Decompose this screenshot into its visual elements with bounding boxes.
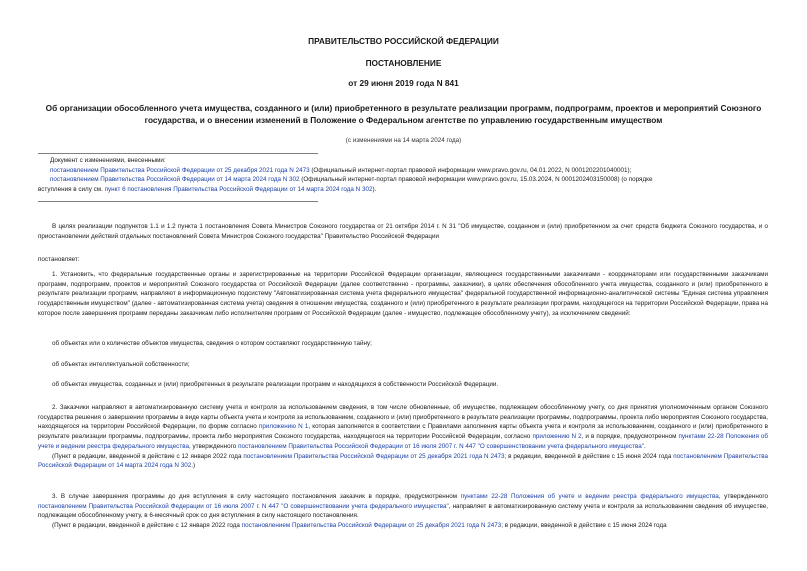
amendment-ref-2-source: (Официальный интернет-портал правовой информации www.pravo.gov.ru, 15.03.2024, N 0001202403150008) (о порядке — [299, 176, 653, 184]
amendment-ref-1 — [38, 166, 768, 176]
link-decree-2473[interactable]: постановлением Правительства Российской Федерации от 25 декабря 2021 года N 2473 — [243, 452, 505, 460]
amendment-link-point6[interactable]: пункт 6 постановления Правительства Российской Федерации от 14 марта 2024 года N 302 — [104, 186, 373, 194]
p2-note-b: ; в редакции, введенной в действие с 15 июня 2024 года — [504, 452, 674, 460]
amendment-ref-1-source: (Официальный интернет-портал правовой информации www.pravo.gov.ru, 04.01.2022, N 0001202201040001); — [309, 166, 632, 174]
paragraph-2 — [38, 403, 768, 471]
amendments-intro: Документ с изменениями, внесенными: — [50, 157, 166, 164]
exception-1 — [38, 339, 768, 349]
changes-note: (с изменениями на 14 марта 2024 года) — [345, 137, 462, 144]
link-appendix-1[interactable]: приложению N 1 — [258, 423, 309, 431]
link-appendix-2[interactable]: приложению N 2 — [532, 433, 582, 441]
p2-text-b: , которая заполняется в соответствии с Правилами заполнения карты объекта учета и контроля за использованием, созданного и (или) приобретенного в результате реализации программы, подпрограммы, проекта либо мероприятия Союзного государства, находящегося на территории Российской Федерации, согласно — [38, 423, 768, 441]
amendment-ref-2-pre: вступления в силу см. — [38, 186, 105, 194]
government-heading: ПРАВИТЕЛЬСТВО РОССИЙСКОЙ ФЕДЕРАЦИИ — [308, 36, 499, 46]
exception-3 — [38, 380, 768, 390]
p2-text-a: 2. Заказчики направляют в автоматизированную систему учета и контроля за использованием сведения, в том числе обновленные, об имуществе, подлежащем обособленному учету, со дня принятия уполномоченным органом Союзного государства решения о завершении программы в виде карты объекта учета и контроля за использованием, созданного и (или) приобретенного в результате реализации программы, подпрограммы, проекта либо мероприятия Союзного государства, находящегося на территории Российской Федерации, по форме согласно — [38, 404, 768, 431]
link-decree-447-p3[interactable]: постановлением Правительства Российской Федерации от 16 июля 2007 г. N 447 "О совершенствовании учета федерального имущества" — [38, 502, 449, 510]
paragraph-3-note — [38, 521, 768, 531]
paragraph-1 — [38, 270, 768, 319]
p2-text-d: , утвержденного — [188, 442, 239, 450]
p3-text-a: 3. В случае завершения программы до дня вступления в силу настоящего постановления заказчик в порядке, предусмотренном — [52, 493, 461, 500]
amendment-ref-2-post: ). — [372, 186, 377, 194]
divider-bottom — [38, 201, 318, 202]
divider-top — [38, 153, 318, 154]
paragraph-2-note — [38, 452, 768, 471]
exception-2-text: об объектах интеллектуальной собственности; — [52, 361, 190, 368]
paragraph-2-text — [38, 403, 768, 452]
p2-note-c: .) — [191, 462, 196, 470]
paragraph-1-text: 1. Установить, что федеральные государственные органы и зарегистрированные на территории Российской Федерации организации, являющиеся государственными заказчиками - координаторами или государственными заказчиками программ, подпрограмм, проектов и мероприятий Союзного государства от Российской Федерации (далее соответственно - программы, заказчики), в целях обеспечения обособленного учета имущества, созданного и (или) приобретенного в результате реализации программ, направляют в информационную подсистему "Автоматизированная система учета федерального имущества" федеральной государственной информационно-аналитической системы "Единая система управления государственным имуществом" (далее - автоматизированная система учета) сведения в отношении имущества, созданного и (или) приобретенного в результате реализации программ, находящегося на территории Российской Федерации, права на которое после завершения программ переданы заказчикам либо исполнителям программ от Российской Федерации (далее - имущество, подлежащее обособленному учету), за исключением сведений: — [38, 271, 768, 317]
link-points-22-28[interactable]: пунктами 22-28 Положения об учете и ведении реестра федерального имущества — [38, 433, 768, 450]
amendments-block — [38, 156, 768, 195]
document-title: Об организации обособленного учета имущества, созданного и (или) приобретенного в результате реализации программ, подпрограмм, проектов и мероприятий Союзного государства, и о внесении изменений в Положение о Федеральном агентстве по управлению государственным имуществом — [45, 103, 762, 125]
paragraph-3-text — [38, 492, 768, 521]
amendment-link-2021[interactable]: постановлением Правительства Российской Федерации от 25 декабря 2021 года N 2473 — [50, 166, 310, 174]
link-decree-2473-p3[interactable]: постановлением Правительства Российской Федерации от 25 декабря 2021 года N 2473 — [241, 522, 502, 530]
preamble-paragraph — [38, 222, 768, 241]
amendment-ref-2 — [38, 175, 768, 185]
decree-date: от 29 июня 2019 года N 841 — [348, 78, 459, 88]
p2-note-a: (Пункт в редакции, введенной в действие с 12 января 2022 года — [52, 452, 244, 460]
amendment-ref-2-cont — [38, 185, 768, 195]
p3-text-b: , утвержденного — [718, 493, 768, 500]
exception-1-text: об объектах или о количестве объектов имущества, сведения о котором составляют государственную тайну; — [52, 340, 372, 347]
paragraph-3 — [38, 492, 768, 531]
link-decree-447[interactable]: постановлением Правительства Российской Федерации от 16 июля 2007 г. N 447 "О совершенствовании учета федерального имущества" — [238, 442, 644, 450]
link-points-22-28-p3[interactable]: пунктами 22-28 Положения об учете и ведении реестра федерального имущества — [460, 493, 719, 500]
p2-text-e: . — [643, 442, 646, 450]
decree-heading: ПОСТАНОВЛЕНИЕ — [365, 58, 442, 68]
p3-text-c: , направляет в автоматизированную систему учета и контроля за использованием сведения об имуществе, подлежащем обособленному учету, в 6-месячный срок со дня вступления в силу настоящего постановления. — [38, 502, 768, 520]
p3-note-b: ; в редакции, введенной в действие с 15 июня 2024 года — [501, 522, 667, 530]
preamble-text: В целях реализации подпунктов 1.1 и 1.2 пункта 1 постановления Совета Министров Союзного государства от 21 октября 2014 г. N 31 "Об имуществе, созданном и (или) приобретенном за счет средств бюджета Союзного государства, и о приостановлении действий отдельных постановлений Совета Министров Союзного государства" Правительство Российской Федерации — [38, 223, 768, 240]
p3-note-a: (Пункт в редакции, введенной в действие с 12 января 2022 года — [52, 522, 242, 530]
exception-3-text: об объектах имущества, созданных и (или) приобретенных в результате реализации программ и находящихся в собственности Российской Федерации. — [52, 381, 499, 388]
amendment-link-2024[interactable]: постановлением Правительства Российской Федерации от 14 марта 2024 года N 302 — [50, 176, 300, 184]
link-decree-302[interactable]: постановлением Правительства Российской Федерации от 14 марта 2024 года N 302 — [38, 452, 768, 470]
decides-text: постановляет: — [38, 256, 80, 263]
p2-text-c: , и в порядке, предусмотренном — [581, 433, 679, 441]
decides-paragraph — [38, 255, 768, 265]
exception-2 — [38, 360, 768, 370]
